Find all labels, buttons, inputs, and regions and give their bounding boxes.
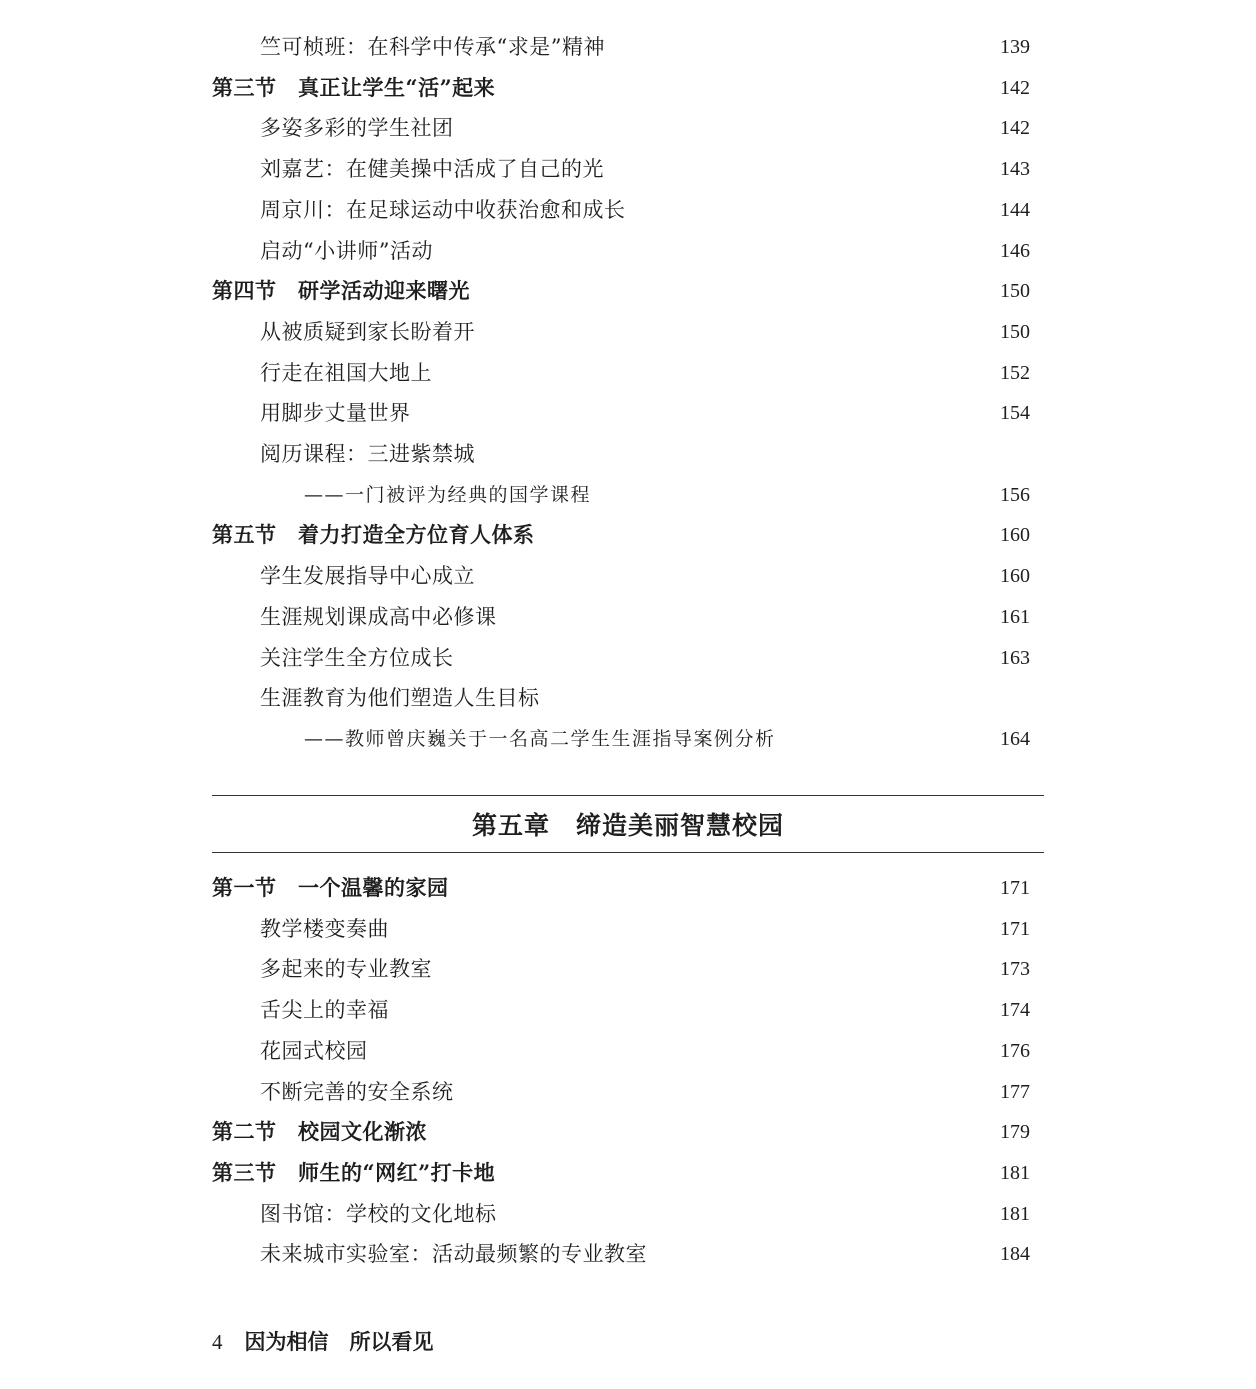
toc-entry-title: 启动“小讲师”活动 <box>260 238 433 263</box>
toc-section-row[interactable] <box>212 1112 1030 1152</box>
toc-subtitle-row[interactable] <box>212 719 1030 759</box>
toc-entry-title: 第四节 研学活动迎来曙光 <box>212 278 470 304</box>
toc-entry-title: 图书馆：学校的文化地标 <box>260 1201 497 1226</box>
toc-section-row[interactable] <box>212 271 1030 311</box>
toc-page-number: 163 <box>1000 646 1030 669</box>
toc-entry-title: 第五节 着力打造全方位育人体系 <box>212 522 535 548</box>
toc-page-number: 156 <box>1000 483 1030 506</box>
toc-page-number: 179 <box>1000 1121 1030 1144</box>
toc-subtitle-row[interactable] <box>212 475 1030 515</box>
toc-entry-title: 第一节 一个温馨的家园 <box>212 875 449 900</box>
toc-page-number: 181 <box>1000 1161 1030 1184</box>
chapter-rule-bottom <box>212 852 1044 853</box>
toc-item-row[interactable] <box>212 597 1030 637</box>
toc-page-number: 142 <box>1000 117 1030 140</box>
toc-entry-title: 刘嘉艺：在健美操中活成了自己的光 <box>260 157 604 182</box>
toc-section-row[interactable] <box>212 868 1030 908</box>
toc-page-number: 150 <box>1000 280 1030 303</box>
toc-page-number: 164 <box>1000 727 1030 750</box>
toc-item-row[interactable] <box>212 312 1030 352</box>
toc-item-row[interactable] <box>212 434 1030 474</box>
toc-section-row[interactable] <box>212 68 1030 108</box>
toc-page-number: 160 <box>1000 524 1030 547</box>
toc-page-number: 181 <box>1000 1202 1030 1225</box>
toc-item-row[interactable] <box>212 231 1030 271</box>
toc-page-number: 174 <box>1000 999 1030 1022</box>
toc-entry-title: 第三节 师生的“网红”打卡地 <box>212 1159 496 1185</box>
toc-entry-title: 周京川：在足球运动中收获治愈和成长 <box>260 197 626 222</box>
toc-page-number: 161 <box>1000 605 1030 628</box>
toc-item-row[interactable] <box>212 393 1030 433</box>
toc-item-row[interactable] <box>212 27 1030 67</box>
toc-entry-title: 多起来的专业教室 <box>260 957 432 982</box>
toc-page-number: 150 <box>1000 320 1030 343</box>
toc-page-number: 143 <box>1000 158 1030 181</box>
toc-entry-title: 学生发展指导中心成立 <box>260 564 475 589</box>
toc-entry-title: 未来城市实验室：活动最频繁的专业教室 <box>260 1242 647 1267</box>
toc-entry-title: ——教师曾庆巍关于一名高二学生生涯指导案例分析 <box>304 727 776 750</box>
toc-section-row[interactable] <box>212 1153 1030 1193</box>
toc-item-row[interactable] <box>212 638 1030 678</box>
toc-item-row[interactable] <box>212 990 1030 1030</box>
toc-item-row[interactable] <box>212 1072 1030 1112</box>
toc-page-number: 176 <box>1000 1039 1030 1062</box>
toc-entry-title: 关注学生全方位成长 <box>260 645 454 670</box>
toc-item-row[interactable] <box>212 1194 1030 1234</box>
toc-page-number: 154 <box>1000 402 1030 425</box>
toc-entry-title: 第三节 真正让学生“活”起来 <box>212 74 496 100</box>
toc-page-number: 173 <box>1000 958 1030 981</box>
toc-entry-title: 竺可桢班：在科学中传承“求是”精神 <box>260 35 605 59</box>
toc-page-number: 177 <box>1000 1080 1030 1103</box>
toc-item-row[interactable] <box>212 190 1030 230</box>
chapter-rule-top <box>212 795 1044 796</box>
toc-page-number: 184 <box>1000 1243 1030 1266</box>
toc-entry-title: 不断完善的安全系统 <box>260 1079 454 1104</box>
toc-entry-title: 舌尖上的幸福 <box>260 998 389 1023</box>
toc-item-row[interactable] <box>212 949 1030 989</box>
chapter-heading: 第五章 缔造美丽智慧校园 <box>471 811 784 840</box>
toc-entry-title: 生涯规划课成高中必修课 <box>260 604 497 629</box>
toc-entry-title: 用脚步丈量世界 <box>260 401 411 426</box>
toc-entry-title: 教学楼变奏曲 <box>260 916 389 941</box>
toc-entry-title: 第二节 校园文化渐浓 <box>212 1119 427 1145</box>
toc-item-row[interactable] <box>212 149 1030 189</box>
toc-item-row[interactable] <box>212 353 1030 393</box>
toc-page-number: 146 <box>1000 239 1030 262</box>
toc-item-row[interactable] <box>212 1234 1030 1274</box>
toc-item-row[interactable] <box>212 1031 1030 1071</box>
toc-page-number: 142 <box>1000 76 1030 99</box>
toc-item-row[interactable] <box>212 108 1030 148</box>
toc-page-number: 152 <box>1000 361 1030 384</box>
toc-page-number: 171 <box>1000 917 1030 940</box>
toc-entry-title: 生涯教育为他们塑造人生目标 <box>260 686 540 711</box>
toc-section-row[interactable] <box>212 515 1030 555</box>
toc-page-number: 160 <box>1000 565 1030 588</box>
toc-entry-title: 花园式校园 <box>260 1038 368 1063</box>
toc-entry-title: 行走在祖国大地上 <box>260 360 432 385</box>
toc-entry-title: 多姿多彩的学生社团 <box>260 116 454 141</box>
toc-entry-title: 阅历课程：三进紫禁城 <box>260 442 475 466</box>
footer-book-title: 因为相信 所以看见 <box>244 1329 434 1354</box>
footer-page-number: 4 <box>212 1330 223 1354</box>
toc-item-row[interactable] <box>212 678 1030 718</box>
toc-item-row[interactable] <box>212 909 1030 949</box>
toc-page-number: 139 <box>1000 36 1030 58</box>
toc-page-number: 171 <box>1000 877 1030 899</box>
toc-entry-title: ——一门被评为经典的国学课程 <box>304 483 592 506</box>
toc-item-row[interactable] <box>212 556 1030 596</box>
page-footer <box>212 1322 434 1362</box>
toc-page-number: 144 <box>1000 198 1030 221</box>
toc-entry-title: 从被质疑到家长盼着开 <box>260 319 475 344</box>
